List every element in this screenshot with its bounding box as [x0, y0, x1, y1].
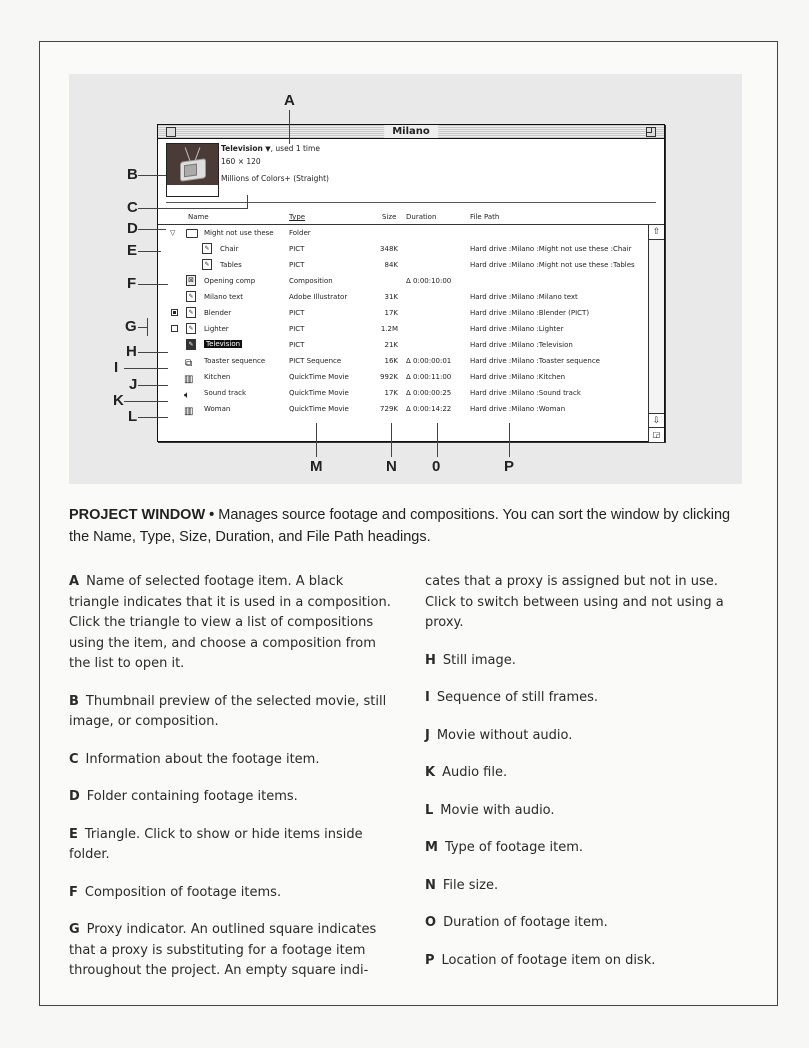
proxy-in-use-toggle[interactable]: [171, 309, 178, 316]
item-name: Chair: [220, 245, 239, 253]
list-item[interactable]: [158, 353, 648, 369]
item-type: QuickTime Movie: [289, 373, 349, 381]
audio-icon: 🔈︎: [184, 390, 190, 401]
description-i: I Sequence of still frames.: [425, 690, 599, 705]
list-item[interactable]: [158, 305, 648, 321]
disclosure-triangle-icon[interactable]: ▽: [170, 229, 176, 237]
still-image-icon: ✎: [186, 307, 196, 318]
project-window: [157, 124, 665, 442]
still-image-icon: ✎: [202, 259, 212, 270]
description-j: J Movie without audio.: [425, 727, 573, 743]
header-size[interactable]: Size: [382, 213, 397, 221]
item-type: Adobe Illustrator: [289, 293, 348, 301]
callout-line-n: [391, 423, 392, 457]
callout-line-h: [138, 352, 168, 353]
figure-caption: [69, 504, 749, 548]
still-image-icon: ✎: [202, 243, 212, 254]
caption-text: Manages source footage and compositions. You can sort the window by clicking the Name, Type, Size, Duration, and File Path headings.: [69, 507, 731, 545]
item-path: Hard drive :Milano :Might not use these :Tables: [470, 261, 635, 269]
callout-o: 0: [432, 458, 441, 475]
list-item[interactable]: [158, 257, 648, 273]
item-type: QuickTime Movie: [289, 389, 349, 397]
item-size: 1.2M: [380, 325, 398, 333]
item-duration: Δ 0:00:11:00: [406, 373, 452, 381]
description-g: G Proxy indicator. An outlined square indicates that a proxy is substituting for a footage item throughout the project. An empty square indi-: [69, 922, 377, 978]
item-name: Blender: [204, 309, 232, 317]
item-path: Hard drive :Milano :Television: [470, 341, 573, 349]
item-duration: Δ 0:00:14:22: [406, 405, 452, 413]
thumbnail-preview: [166, 143, 219, 197]
list-item[interactable]: [158, 241, 648, 257]
item-name: Opening comp: [204, 277, 256, 285]
callout-line-d: [138, 229, 166, 230]
description-p: P Location of footage item on disk.: [425, 952, 656, 968]
callout-line-l: [138, 417, 168, 418]
item-size: 17K: [384, 309, 398, 317]
description-l: L Movie with audio.: [425, 802, 555, 818]
close-box-icon[interactable]: [166, 127, 176, 137]
item-name: Milano text: [204, 293, 243, 301]
callout-line-o: [437, 423, 438, 457]
composition-icon: ⊠: [186, 275, 196, 286]
item-path: Hard drive :Milano :Might not use these :Chair: [470, 245, 632, 253]
list-item[interactable]: [158, 289, 648, 305]
callout-h: H: [126, 343, 137, 360]
still-image-icon: ✎: [186, 323, 196, 334]
description-e: E Triangle. Click to show or hide items inside folder.: [69, 826, 363, 862]
callout-line-g: [138, 327, 147, 328]
description-g-continued: cates that a proxy is assigned but not in use. Click to switch between using and not using a proxy.: [425, 574, 724, 630]
callout-line-a: [289, 110, 290, 144]
descriptions-left-column: [69, 572, 394, 999]
movie-icon: ▥: [184, 374, 194, 385]
item-path: Hard drive :Milano :Kitchen: [470, 373, 566, 381]
item-name: Woman: [204, 405, 231, 413]
usage-count: , used 1 time: [270, 144, 320, 153]
folder-icon: [186, 229, 198, 238]
description-m: M Type of footage item.: [425, 840, 584, 855]
descriptions-right-column: [425, 572, 750, 988]
list-item-selected[interactable]: [158, 337, 648, 353]
item-name: Sound track: [204, 389, 247, 397]
callout-g: G: [125, 318, 137, 335]
column-headers: [158, 210, 664, 225]
callout-line-b: [138, 175, 166, 176]
header-duration[interactable]: Duration: [406, 213, 437, 221]
item-type: PICT: [289, 245, 305, 253]
callout-c: C: [127, 199, 138, 216]
callout-line-c: [138, 208, 248, 209]
scroll-down-arrow-icon[interactable]: ⇩: [649, 413, 664, 428]
list-item[interactable]: [158, 321, 648, 337]
callout-p: P: [504, 458, 515, 475]
callout-line-g-v: [147, 318, 148, 336]
list-item[interactable]: [158, 369, 648, 385]
item-name: Toaster sequence: [204, 357, 266, 365]
footage-list: [158, 225, 648, 443]
caption-lead: PROJECT WINDOW •: [69, 507, 215, 523]
item-type: QuickTime Movie: [289, 405, 349, 413]
description-o: O Duration of footage item.: [425, 915, 608, 930]
callout-e: E: [127, 242, 138, 259]
item-color-depth: Millions of Colors+ (Straight): [221, 174, 329, 183]
list-item[interactable]: [158, 401, 648, 417]
vertical-scrollbar[interactable]: [648, 225, 664, 442]
item-path: Hard drive :Milano :Toaster sequence: [470, 357, 600, 365]
item-name: Tables: [220, 261, 242, 269]
sequence-icon: ⧉: [185, 358, 193, 369]
description-k: K Audio file.: [425, 765, 508, 780]
callout-line-p: [509, 423, 510, 457]
item-size: 31K: [384, 293, 398, 301]
callout-line-m: [316, 423, 317, 457]
item-size: 992K: [380, 373, 398, 381]
item-type: PICT: [289, 341, 305, 349]
callout-d: D: [127, 220, 138, 237]
callout-b: B: [127, 166, 138, 183]
description-c: C Information about the footage item.: [69, 751, 320, 767]
item-duration: Δ 0:00:00:25: [406, 389, 452, 397]
scroll-up-arrow-icon[interactable]: ⇧: [649, 225, 664, 240]
item-size: 17K: [384, 389, 398, 397]
item-size: 84K: [384, 261, 398, 269]
item-type: Composition: [289, 277, 333, 285]
callout-line-e: [138, 251, 161, 252]
item-name: Television: [206, 340, 241, 348]
zoom-box-icon[interactable]: [646, 127, 656, 137]
callout-l: L: [128, 408, 138, 425]
item-size: 348K: [380, 245, 398, 253]
callout-n: N: [386, 458, 397, 475]
title-bar[interactable]: [158, 125, 664, 139]
description-n: N File size.: [425, 877, 499, 893]
item-type: PICT: [289, 309, 305, 317]
item-size: 729K: [380, 405, 398, 413]
callout-k: K: [113, 392, 124, 409]
usage-triangle-icon[interactable]: ▼: [265, 145, 271, 153]
item-size: 16K: [384, 357, 398, 365]
description-b: B Thumbnail preview of the selected movie, still image, or composition.: [69, 693, 387, 729]
item-path: Hard drive :Milano :Sound track: [470, 389, 581, 397]
item-name: Lighter: [204, 325, 229, 333]
selected-item-name: Television: [221, 144, 263, 153]
callout-f: F: [127, 275, 137, 292]
television-thumbnail-image: [167, 144, 218, 185]
description-f: F Composition of footage items.: [69, 884, 282, 900]
callout-line-i: [124, 368, 168, 369]
divider: [166, 202, 656, 203]
item-type: PICT Sequence: [289, 357, 342, 365]
header-file-path[interactable]: File Path: [470, 213, 500, 221]
callout-a: A: [284, 92, 295, 109]
proxy-not-in-use-toggle[interactable]: [171, 325, 178, 332]
description-h: H Still image.: [425, 652, 516, 668]
item-name: Might not use these: [204, 229, 274, 237]
item-path: Hard drive :Milano :Milano text: [470, 293, 578, 301]
item-type: PICT: [289, 325, 305, 333]
grow-box-icon[interactable]: ◲: [649, 427, 664, 442]
footage-info: [221, 143, 329, 183]
item-duration: Δ 0:00:10:00: [406, 277, 452, 285]
item-path: Hard drive :Milano :Lighter: [470, 325, 564, 333]
item-path: Hard drive :Milano :Woman: [470, 405, 566, 413]
callout-m: M: [310, 458, 323, 475]
list-item[interactable]: [158, 273, 648, 289]
callout-line-f: [138, 284, 168, 285]
callout-i: I: [114, 359, 119, 376]
window-title: Milano: [384, 125, 438, 138]
callout-line-c-v: [247, 195, 248, 209]
callout-line-k: [124, 401, 168, 402]
callout-j: J: [129, 376, 138, 393]
description-d: D Folder containing footage items.: [69, 789, 298, 804]
item-dimensions: 160 × 120: [221, 157, 261, 166]
item-name: Kitchen: [204, 373, 231, 381]
still-image-icon: ✎: [186, 291, 196, 302]
callout-line-j: [138, 385, 168, 386]
item-type: Folder: [289, 229, 311, 237]
item-duration: Δ 0:00:00:01: [406, 357, 452, 365]
header-type[interactable]: Type: [289, 213, 306, 221]
item-type: PICT: [289, 261, 305, 269]
still-image-icon: ✎: [186, 339, 196, 350]
header-name[interactable]: Name: [188, 213, 209, 221]
movie-audio-icon: ▥: [184, 406, 194, 417]
list-item[interactable]: [158, 385, 648, 401]
item-size: 21K: [384, 341, 398, 349]
description-a: A Name of selected footage item. A black triangle indicates that it is used in a composition. Click the triangle to view a list of compositions using the item, and choose a composition from the list to open it.: [69, 574, 391, 671]
item-path: Hard drive :Milano :Blender (PICT): [470, 309, 590, 317]
list-item[interactable]: [158, 225, 648, 241]
